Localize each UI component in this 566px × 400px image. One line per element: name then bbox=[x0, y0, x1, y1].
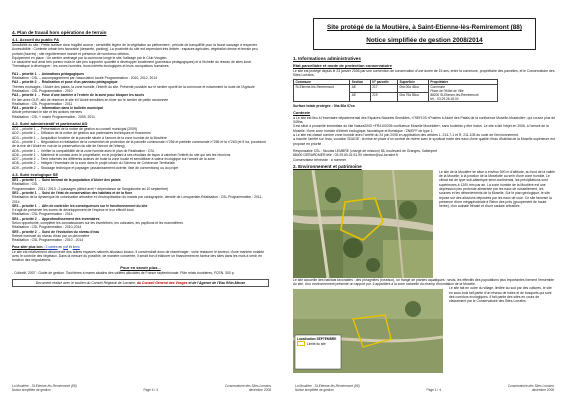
list-item: En lien avec OI-R, afin de réserver le site et l'Aloiré sensibles en hiver sur le sentier de petite randonnée bbox=[12, 97, 169, 102]
owner-line: Place de l'Hôtel de Ville bbox=[430, 88, 464, 93]
column-header: Section bbox=[350, 79, 371, 84]
footer-doc: Notice simplifiée de gestion bbox=[12, 388, 51, 392]
list-item: AD7 – priorité 2 → Tenir informés les différents acteurs de toute la zone locale et sensibiliser à valeur écologique sur l'amont de la zone bbox=[12, 157, 215, 162]
context-title: Contexte bbox=[293, 109, 311, 115]
owner-line: tél. : 03.29.26.18.00 bbox=[430, 96, 459, 101]
location-map bbox=[293, 289, 443, 373]
table-cell-owner bbox=[428, 84, 497, 101]
list-item: SE4 – priorité 2 → Approfondissement des inventaires bbox=[12, 216, 100, 221]
section-2-title: 2. Environnement et patrimoine bbox=[293, 163, 362, 169]
table-cell: St-Etienne-lès-Remiremont bbox=[294, 84, 350, 101]
more-links-link[interactable]: liens bbox=[72, 245, 80, 250]
links-mid-2: et bbox=[67, 245, 73, 250]
column-header: Superficie bbox=[397, 79, 428, 84]
map-legend-row bbox=[297, 341, 339, 346]
list-item: SE2 – priorité 1 → Suivi de l'état de conservation des habitats et de la flore bbox=[12, 190, 133, 195]
list-item: AD8 – priorité 2 → Intégrer l'inventaire de la zone dans le projet urbain du Schéma de Cohérence Territoriale bbox=[12, 161, 175, 166]
list-item: Réalisation : CSL Programmation : 2011 bbox=[12, 101, 73, 106]
map-block bbox=[293, 286, 556, 373]
list-item: AD9 – priorité 2 → Stockage technique et paysager (assainissement cicérite, liste de conventions) ou du projet bbox=[12, 165, 179, 170]
list-item: Réalisation : CSL + mairie Programmation : 2009, 2011 bbox=[12, 114, 95, 119]
list-item: AD4 – priorité 1 → Négociation et réalisation de la convention de protection de la parcelle communale n°256 et partielle communale n°256 et la n°263 (et 5 ha, procédure de la rive de l'Aloiré en vue de la préservation du site de l'amont de l'étang) bbox=[12, 139, 267, 149]
list-item: AD5 – priorité 1 → Vérifier la compatibilité de la zone humide avec le plan de Réalisation : CSL bbox=[12, 148, 155, 153]
list-item: Réalisation : CSL – accompagnement par l'association locale Programmation : 2010, 2012, 2014 bbox=[12, 76, 158, 81]
section-4-1-title: 4.1. Accueil du public FA bbox=[12, 37, 59, 42]
document-subtitle: Notice simplifiée de gestion 2008/2014 bbox=[366, 37, 483, 44]
paragraph: Sensibilité du site : Petite surface donc fragilité accrue ; sensibilité légère de la végétation au piétinement ; période de tranquillité pour la faune sauvage à respecter. bbox=[12, 43, 258, 47]
list-item: AD6 – priorité 1 → Maintenir le contact avec le propriétaire, en le projetant à ses résultats de façon à valoriser l'intérêt du site qui ces les réunions bbox=[12, 152, 231, 157]
footer-page-number: Page 1 / 4 bbox=[426, 388, 441, 392]
list-item: Réalisation de la dynamique de colonisation arbustive et d'eutrophisation du marais par cartographie, densité de Lorsqueriale-Réalisation : CSL Programmation : 2011, 2014 bbox=[12, 195, 263, 204]
footer-date: décembre 2008 bbox=[248, 388, 271, 392]
list-item: FA3 – priorité 1 → Pose d'une barrière à l'entrée de la zone pour bloquer les accès bbox=[12, 93, 145, 98]
location-map-image bbox=[293, 289, 443, 373]
ad-action-list bbox=[12, 127, 269, 170]
list-item: Programmation : 2011 / 2013 ; 2 passages (début avril + dépendance de Sanguisorbe au 10 septembre) bbox=[12, 186, 169, 191]
list-item: AD1 – priorité 1 → Présentation de la notice de gestion au conseil municipal (2009) bbox=[12, 127, 137, 132]
table-cell: AE bbox=[350, 93, 371, 102]
parcel-table bbox=[293, 79, 498, 102]
environment-block bbox=[293, 170, 556, 278]
links-prefix: Pour aller plus loin : bbox=[12, 245, 46, 250]
column-header: Propriétaire bbox=[428, 79, 497, 84]
page-1 bbox=[283, 0, 566, 400]
section-4-1-body bbox=[12, 43, 269, 69]
page-footer-right bbox=[295, 384, 554, 392]
aerial-photo-image bbox=[293, 170, 433, 278]
list-item: AD3 – priorité 1 → Acquisition foncière de la parcelle située à l'amont de la zone humide de la Moutière bbox=[12, 135, 167, 140]
volunteer-line: Conservateur bénévole : à nommer bbox=[293, 157, 347, 162]
maps-link[interactable]: 3 cartes bbox=[45, 245, 58, 250]
paragraph: Accessibilité : Contexte urbain très favorable (desserte, parking). La proximité du site est cependant très limitée : espaces agricoles, végétation dense et terrain peu portant (fourrés) ; site régulièrement inondé et présence de nombreux détritus. bbox=[12, 47, 258, 56]
manager-line-1: Responsable CSL : Nicolas LEMBRE (chargé de mission) 58, boulevard de Granges, Xaltenpert bbox=[293, 148, 438, 153]
funding-suffix: et de l'Agence de l'Eau Rhin-Meuse bbox=[187, 280, 246, 285]
footer-date: décembre 2008 bbox=[531, 388, 554, 392]
map-text bbox=[449, 286, 556, 303]
table-cell: AE bbox=[350, 84, 371, 93]
map-legend bbox=[297, 337, 339, 346]
environment-body-3: Le site fait en outre du village, limitée au sud par des cultures, le site en sous-bois fait partie d'un réseau de haies et de bosquets qui sont des corridors écologiques. Il fait partie des sites en cours de classement par le Conservatoire des Sites Lorrains. bbox=[449, 286, 552, 304]
footer-org: Conservatoire des Sites Lorrains bbox=[507, 384, 554, 388]
list-item: Réalisation : CSL Programmation : 2010-2014 bbox=[12, 225, 82, 230]
list-item: Réalisation : CSL bbox=[12, 182, 39, 187]
document-title: Site protégé de la Moutière, à Saint-Etienne-lès-Remiremont (88) bbox=[327, 24, 522, 31]
paragraph: Thématique à développer : les zones humides, leurs intérêts écologiques et leurs occupations humaines. bbox=[12, 64, 170, 69]
more-info-body: - Collectif, 2007 : Guide de gestion. Tourbières à mares alcalins des vallées alluviales de France septentrionale. Pôle relais tourbières, FCEN. 300 p. bbox=[12, 270, 235, 275]
owner-line: 88200 St-Etienne-lès-Remiremont bbox=[430, 92, 479, 97]
se-action-list bbox=[12, 178, 269, 242]
list-item: SE3 – priorité 1 → Afin de contrôler les conséquences sur le fonctionnement du site bbox=[12, 203, 148, 208]
document-title-box bbox=[313, 18, 536, 50]
fa-action-list bbox=[12, 72, 269, 119]
map-legend-sub: Limite du site bbox=[307, 341, 326, 346]
table-cell: 0ha 00a 46ca bbox=[397, 84, 428, 93]
environment-text bbox=[439, 170, 556, 278]
table-cell: 219 bbox=[370, 93, 397, 102]
site-boundary-swatch bbox=[297, 341, 305, 346]
list-item: FA4 – priorité 2 → Information dans le bulletin municipal bbox=[12, 106, 103, 111]
table-cell: 217 bbox=[370, 84, 397, 93]
list-item: Thèmes envisagés : l'Aloiré des palais, la zone humide, l'intérêt du site. Présenté possible sur le sentier sportif de la commune et notamment la route de l'Agricole bbox=[12, 84, 255, 89]
table-cell: 0ha 79a 55ca bbox=[397, 93, 428, 102]
total-surface: Surface totale protégée : 0ha 80a 07ca bbox=[293, 103, 355, 108]
section-1-title: 1. Informations administratives bbox=[293, 56, 361, 61]
list-item: Relevé mensuel du niveau d'eau par un piézomètre bbox=[12, 233, 90, 238]
list-item: Il s'agit de préserver les zones de développement de l'espèce et leur effectif local bbox=[12, 208, 134, 213]
land-status-title: Etat parcellaire et mode de protection conservatoire bbox=[293, 63, 392, 68]
paragraph: Le caractère sud ainsi très porteur mais le site peu supporter quantité à développer localement (panneaux pédagogiques) et à l'échelle du réseau de sites local. bbox=[12, 60, 252, 65]
column-header: N° parcelle bbox=[370, 79, 397, 84]
list-item: Selon opportunité, compléter les connaissances sur les invertébrés, les odonates, les papillons et les mammifères bbox=[12, 220, 183, 225]
links-mid: en bbox=[57, 245, 64, 250]
footer-site: La Moutière - St-Etienne-lès-Remiremont (88) bbox=[295, 384, 360, 388]
manager-line-2: 88400 GERARDMER télé : 03.29.60.01.61.90 nlembre@csl-lorraine.fr bbox=[293, 153, 399, 158]
list-item: SE1 – priorité 1 → Suivi biennal de la population d'Aloiré des palais bbox=[12, 178, 121, 183]
footer-org: Conservatoire des Sites Lorrains bbox=[224, 384, 271, 388]
list-item: Réalisation : CSL Programmation : 2010 bbox=[12, 88, 73, 93]
list-item: Article présentant le site et les actions menées bbox=[12, 110, 82, 115]
page-footer-left bbox=[12, 384, 271, 392]
column-header: Commune bbox=[294, 79, 350, 84]
funding-notice-text bbox=[16, 281, 265, 285]
section-4-2-title: 4.2. Suivi administratif et partenarial AD bbox=[12, 121, 88, 127]
funding-prefix: Document réalisé avec le soutien du Conseil Régional de Lorraine, bbox=[35, 280, 137, 285]
list-item: Réalisation : CSL Programmation : 2010 - 2014 bbox=[12, 238, 84, 243]
environment-body: Le site de la Moutière se situe à environ 500 m d'altitude, au fond de la vallée de la Moselle, à la jonction de la Moselotte au sein d'une zone humide. Le climat est de type sub-atlantique semi-continental, les précipitations sont supérieures à 1200 mm par an. La zone humide de la Moutière est une dépression peu profonde alimentée par les eaux de ruissellement, les sources et les débordements de la Moselle. Sur le plan géologique, le site repose sur des alluvions déposées par les eaux de crue. Ce site favorise la présence d'une mégaphorbiaie à Reine des prés (groupement de haute herbe), d'un aulnaie frênaie et d'une saulaie arbustive. bbox=[439, 169, 556, 209]
funding-notice bbox=[12, 279, 269, 287]
land-status-body: Le site est protégé depuis le 23 janvier 2006 par une convention de conservation d'une durée de 15 ans, entre la commune, propriétaire des parcelles, et le Conservatoire des Sites Lorrains. bbox=[293, 69, 555, 78]
footer-page-number: Page 4 / 4 bbox=[143, 388, 158, 392]
footer-site: La Moutière - St-Etienne-lès-Remiremont (88) bbox=[12, 384, 77, 388]
list-item: Réalisation : CSL Programmation : 2014 bbox=[12, 212, 73, 217]
list-item: SE5 – priorité 2 → Suivi de l'évolution du niveau d'eau bbox=[12, 229, 100, 234]
more-info-title: Pour en savoir plus... bbox=[120, 264, 161, 270]
pdf-link[interactable]: pdf bbox=[63, 245, 68, 250]
owner-line: Commune bbox=[430, 84, 446, 89]
links-paragraph-body: Le site est relativement déconnecté des autres espaces naturels alluviaux locaux. Il conviendrait donc de réaménager ; voire restaurer le secteur, d'une manière notable avec le contrôle des végétaux. Dans la mesure du possible, de manière concertée, il serait bon d'élaborer un financement en faveur des sites dans les mois à venir, en fonction des négociations. bbox=[12, 249, 265, 263]
list-item: AD2 – priorité 1 → Diffusion de la notice de gestion aux partenaires techniques et financeurs bbox=[12, 131, 151, 136]
paragraph: Equipement en place : Un sentier aménagé par la commune longe le site, balisage par le Club Vosgien. bbox=[12, 55, 168, 60]
list-item: FA1 – priorité 1 → Animations pédagogiques bbox=[12, 71, 85, 76]
environment-body-2: Le site accueille des habitats favorables : des phragmites (roseaux), un frangé de plantes aquatiques ; seuls, les effectifs des populations plus importantes forment l'ensemble du site, d'un environnement présente un rapport pur. Il appartient à la zone naturelle du champ d'inondation de la Moselle. bbox=[293, 277, 555, 287]
table-row bbox=[294, 84, 498, 93]
footer-doc: Notice simplifiée de gestion bbox=[295, 388, 334, 392]
section-4-3-title: 4.3. Suivi écologique SE bbox=[12, 172, 59, 178]
list-item: FA2 – priorité 2 → Réalisation et pose d'un panneau pédagogique bbox=[12, 80, 118, 85]
section-4-title: 4. Plan de travail hors opérations de terrain bbox=[12, 30, 107, 35]
context-body: ● Le site est lieu à l'inventaire départemental des Espaces Naturels Sensibles, n°98Y103 «Prairies à Aloiré des Palais de la confluence Moselle-Moselotte», qui couvre plus de 349ha. Il est situé à proximité immédiate du site Natura2000 «FR4100206 confluence Moselle Moselotte», sans toutefois y être inclus. Le site a fait l'objet en 2006, à l'amont de la Moselle, d'une zone humide d'intérêt écologique, faunistique et floristique : ZNIEFF de type 1. ● Le site est classé comme zone humide avec l'arrêté du 24 juin 2008 en application des articles L. 214-7-1 et R. 211-108 du code de l'environnement. ● Inscrite l'arrêté sur l'eau, vocation SDAGE : la mise en place d'un contrat de rivière avec le syndicat mixte des eaux d'une qualité d'eau d'habitat de la Moselle supérieure est proposé en priorité bbox=[293, 115, 556, 146]
map-legend-title: Localisation SEPTEMBRE bbox=[297, 337, 337, 342]
funding-highlight: du Conseil Général des Vosges bbox=[136, 280, 188, 285]
aerial-photo bbox=[293, 170, 433, 278]
